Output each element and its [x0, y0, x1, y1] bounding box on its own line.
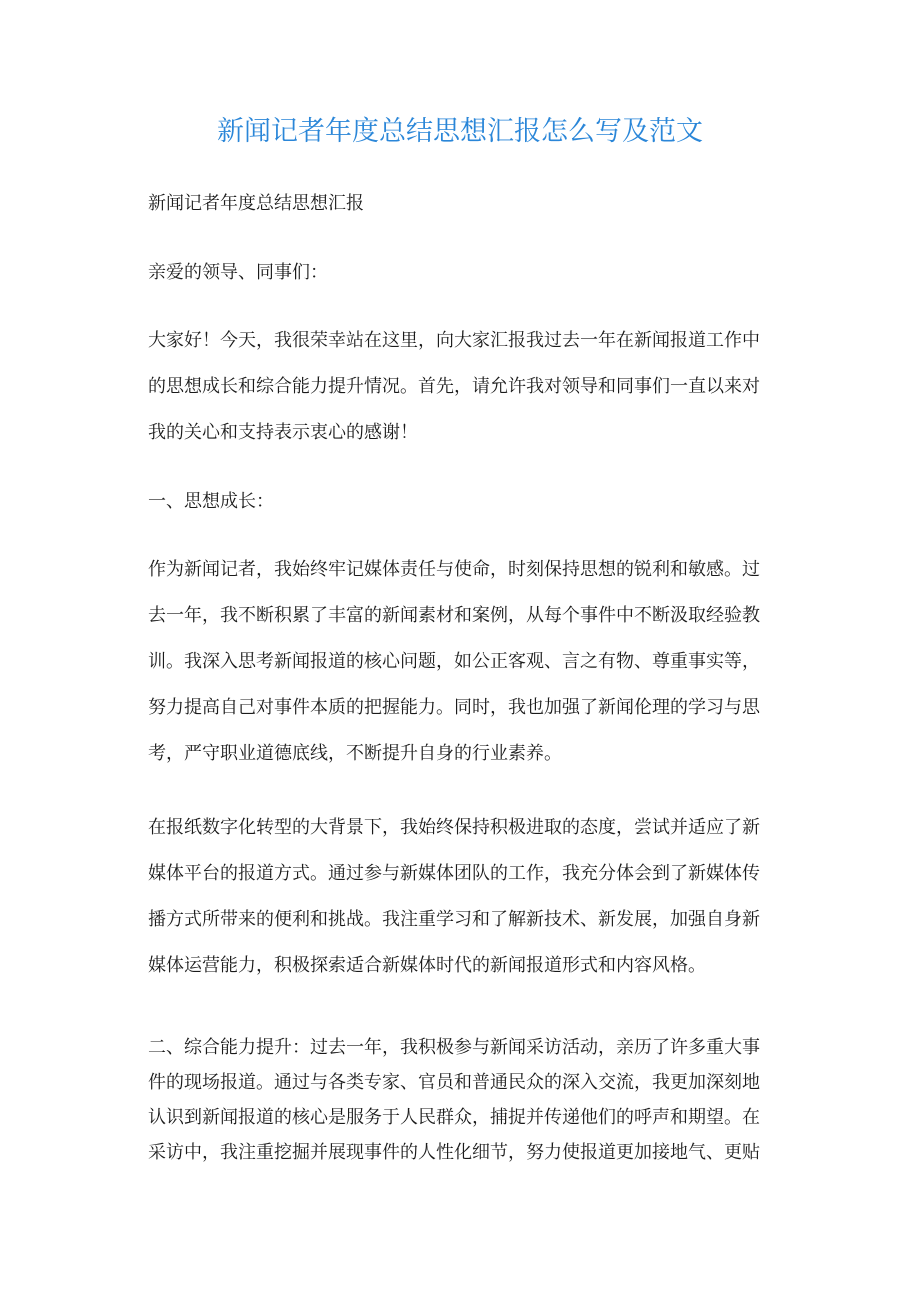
paragraph-line: 努力提高自己对事件本质的把握能力。同时，我也加强了新闻伦理的学习与思 — [148, 697, 760, 718]
paragraph-line: 件的现场报道。通过与各类专家、官员和普通民众的深入交流，我更加深刻地 — [148, 1072, 760, 1093]
paragraph-line: 媒体运营能力，积极探索适合新媒体时代的新闻报道形式和内容风格。 — [148, 955, 706, 976]
paragraph-line: 认识到新闻报道的核心是服务于人民群众，捕捉并传递他们的呼声和期望。在 — [148, 1107, 760, 1128]
paragraph-line: 去一年，我不断积累了丰富的新闻素材和案例，从每个事件中不断汲取经验教 — [148, 605, 760, 626]
subtitle — [148, 181, 788, 227]
intro-line: 的思想成长和综合能力提升情况。首先，请允许我对领导和同事们一直以来对 — [148, 376, 760, 397]
section1-heading — [148, 479, 788, 525]
section2-paragraph — [148, 1030, 788, 1170]
intro-paragraph — [148, 318, 788, 456]
paragraph-line: 采访中，我注重挖掘并展现事件的人性化细节，努力使报道更加接地气、更贴 — [148, 1142, 760, 1163]
greeting — [148, 250, 788, 296]
paragraph-line: 媒体平台的报道方式。通过参与新媒体团队的工作，我充分体会到了新媒体传 — [148, 863, 760, 884]
section1-paragraph-2 — [148, 805, 788, 989]
paragraph-line: 播方式所带来的便利和挑战。我注重学习和了解新技术、新发展，加强自身新 — [148, 909, 760, 930]
paragraph-line: 在报纸数字化转型的大背景下，我始终保持积极进取的态度，尝试并适应了新 — [148, 817, 760, 838]
paragraph-line: 考，严守职业道德底线，不断提升自身的行业素养。 — [148, 743, 562, 764]
intro-line: 大家好！今天，我很荣幸站在这里，向大家汇报我过去一年在新闻报道工作中 — [148, 330, 760, 351]
intro-line: 我的关心和支持表示衷心的感谢！ — [148, 422, 418, 443]
section1-paragraph-1 — [148, 547, 788, 777]
paragraph-line: 二、综合能力提升：过去一年，我积极参与新闻采访活动，亲历了许多重大事 — [148, 1037, 760, 1058]
section1-heading-line: 一、思想成长： — [148, 491, 274, 512]
paragraph-line: 训。我深入思考新闻报道的核心问题，如公正客观、言之有物、尊重事实等， — [148, 651, 760, 672]
subtitle-line: 新闻记者年度总结思想汇报 — [148, 193, 364, 214]
document-title: 新闻记者年度总结思想汇报怎么写及范文 — [217, 116, 703, 147]
greeting-line: 亲爱的领导、同事们： — [148, 262, 328, 283]
paragraph-line: 作为新闻记者，我始终牢记媒体责任与使命，时刻保持思想的锐利和敏感。过 — [148, 559, 760, 580]
